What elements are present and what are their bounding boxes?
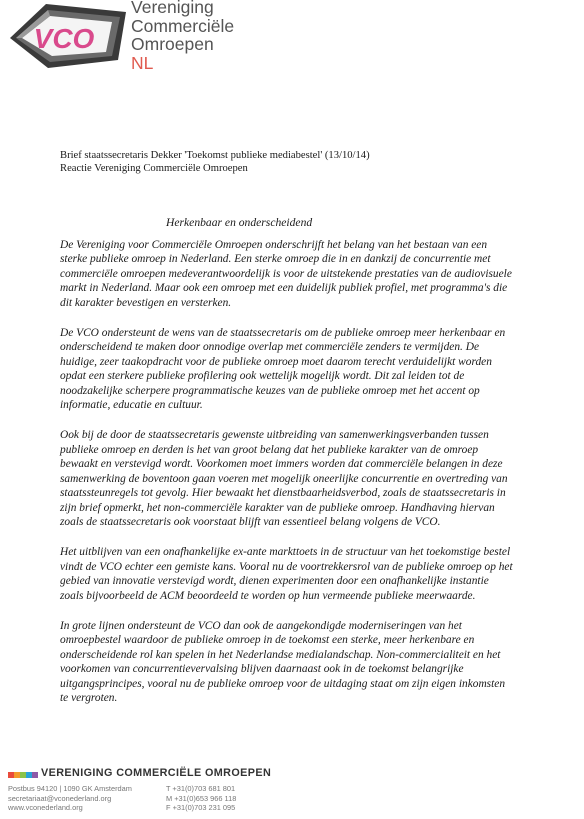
vco-logo [8,2,126,70]
letterhead-name [131,0,234,72]
letter-body [60,238,515,721]
footer-org-name: VERENIGING COMMERCIËLE OMROEPEN [41,767,272,779]
paragraph-3: Ook bij de door de staatssecretaris gewenste uitbreiding van samenwerkingsverbanden tussen publieke omroep en derden is het van groot belang dat het publieke karakter van de omroep bewaakt en verstevigd wordt. Voorkomen moet immers worden dat commerciële belangen in deze samenwerking de boventoon gaan voeren met mogelijk oneerlijke concurrentie en overtreding van staatssteunregels tot gevolg. Hier bewaakt het dienstbaarheidsverbod, zoals de staatssecretaris in zijn brief opmerkt, het non-commerciële karakter van de publieke omroep. Handhaving hiervan zoals de staatssecretaris ook voorstaat blijft van essentieel belang volgens de VCO. [60,429,508,528]
footer-phones [166,784,236,813]
color-bar-segment [32,772,38,778]
footer-address: Postbus 94120 | 1090 GK Amsterdam [8,784,132,793]
letterhead-name-line-3: Omroepen [131,34,214,54]
paragraph-5: In grote lijnen ondersteunt de VCO dan ook de aangekondigde moderniseringen van het omroepbestel waardoor de publieke omroep in de toekomst een sterke, meer herkenbare en onderscheidende rol kan spelen in het Nederlandse medialandschap. Non-commercialiteit en het voorkomen van concurrentievervalsing blijven daarnaast ook in de toekomst belangrijke uitgangsprincipes, vooral nu de publieke omroep voor de uitdaging staat om zijn eigen inkomsten te vergroten. [60,619,506,704]
footer-website[interactable]: www.vconederland.org [8,803,83,812]
letterhead-name-line-2: Commerciële [131,15,235,36]
footer-fax: F +31(0)703 231 095 [166,803,236,812]
paragraph-2: De VCO ondersteunt de wens van de staatssecretaris om de publieke omroep meer herkenbaar en onderscheidend te maken door onnodige overlap met commerciële zenders te vermijden. De huidige, zeer taakopdracht voor de publieke omroep moet daarom terecht verduidelijkt worden opdat een sterkere publieke profilering ook wettelijk mogelijk wordt. Dit zal leiden tot de noodzakelijke scherpere programmatische keuzes van de publieke omroep met het accent op informatie, educatie en cultuur. [60,327,506,412]
footer-email[interactable]: secretariaat@vconederland.org [8,793,112,803]
letterhead-name-line-1: Vereniging [131,0,214,17]
subject-line-1: Brief staatssecretaris Dekker 'Toekomst publieke mediabestel' (13/10/14) [60,150,370,161]
section-heading: Herkenbaar en onderscheidend [166,216,313,229]
logo-mark-text: VCO [33,23,95,54]
color-bar [8,772,38,778]
letter-subject [60,149,370,175]
footer-mobile: M +31(0)653 966 118 [166,793,237,803]
footer-phone: T +31(0)703 681 801 [166,784,236,793]
letterhead-country: NL [131,52,154,73]
subject-line-2: Reactie Vereniging Commerciële Omroepen [60,163,248,174]
footer-contact [8,784,132,813]
paragraph-1: De Vereniging voor Commerciële Omroepen onderschrijft het belang van het bestaan van een sterke publieke omroep in Nederland. Een sterke omroep die in en dankzij de concurrentie met commerciële omroepen medeverantwoordelijk is voor de uitstekende prestaties van de audiovisuele markt in Nederland. Maar ook een omroep met een duidelijk publiek profiel, met programma's die dit karakter bevestigen en versterken. [60,239,512,309]
paragraph-4: Het uitblijven van een onafhankelijke ex-ante markttoets in de structuur van het toekomstige bestel vindt de VCO echter een gemiste kans. Vooral nu de voortrekkersrol van de publieke omroep op het gebied van innovatie verstevigd wordt, dienen experimenten door een onafhankelijke instantie zoals bijvoorbeeld de ACM beoordeeld te worden op hun vermeende publieke meerwaarde. [60,546,513,602]
